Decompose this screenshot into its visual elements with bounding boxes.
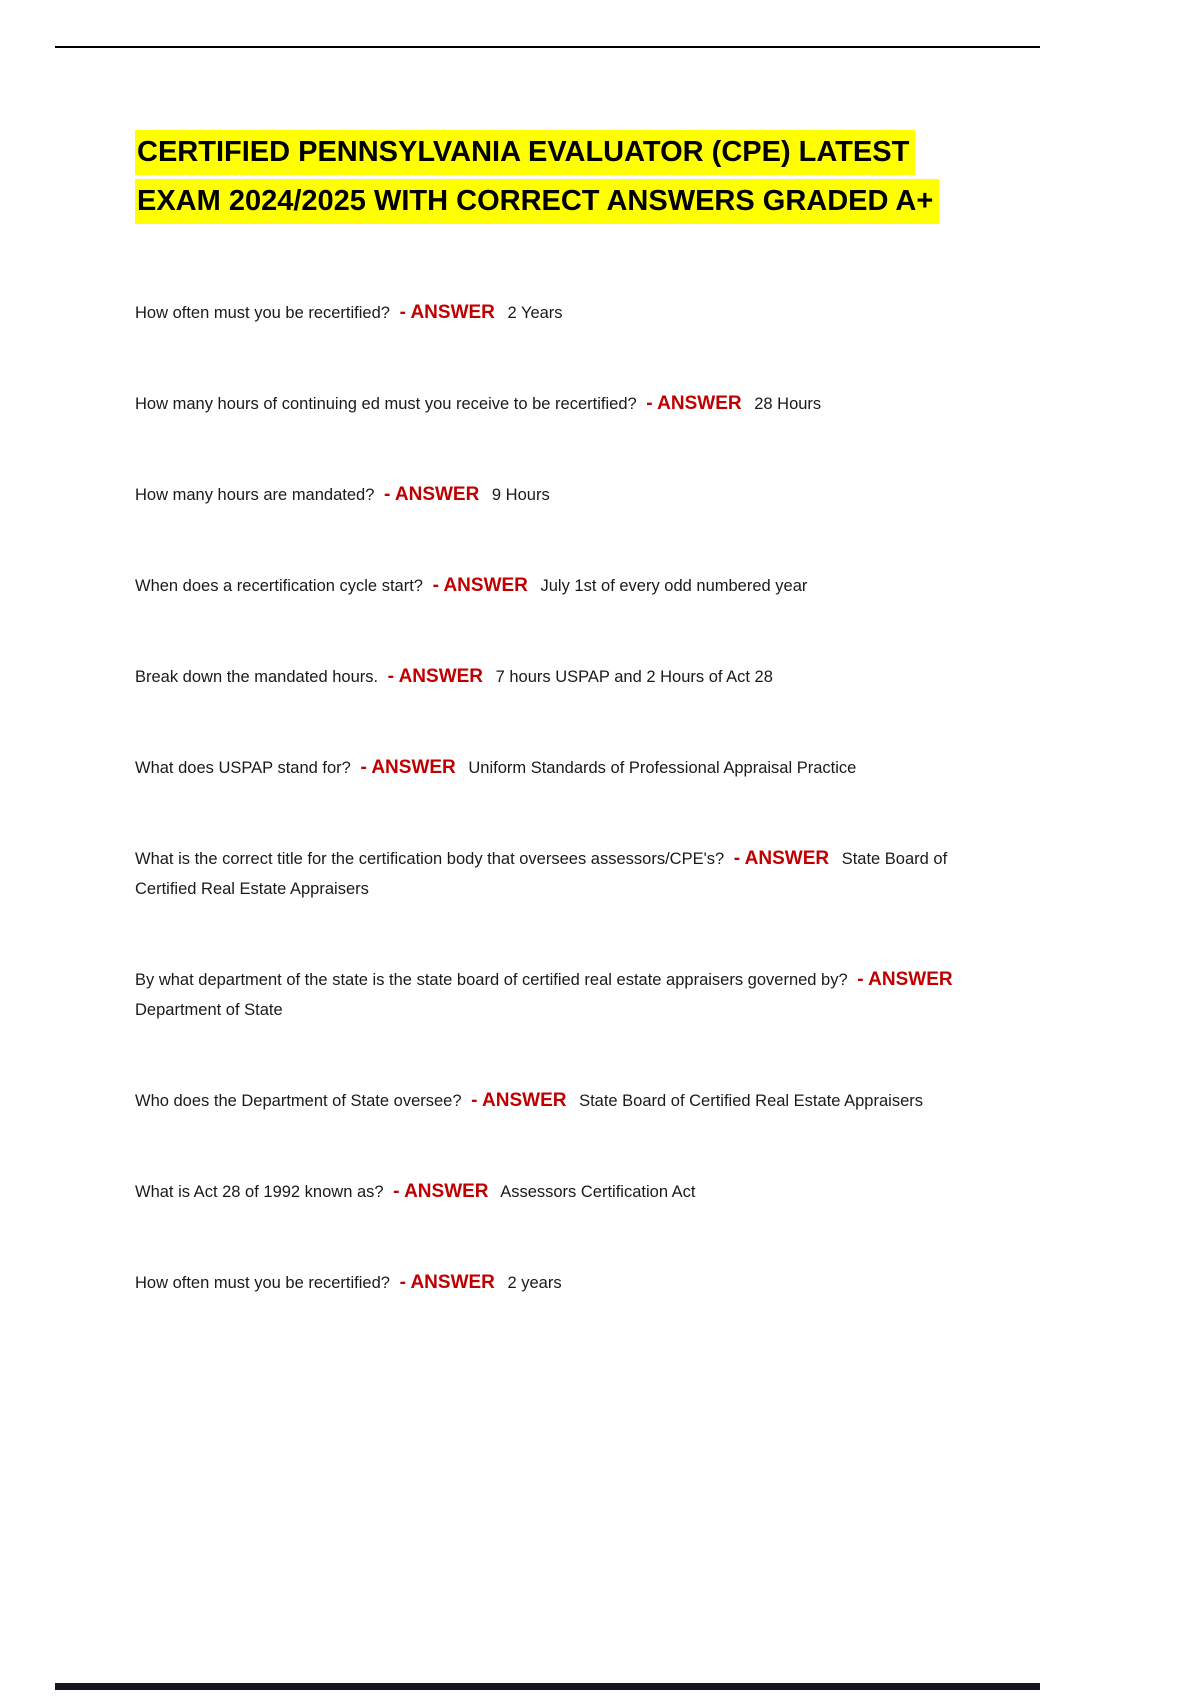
answer-label: - ANSWER: [857, 969, 953, 990]
answer-text: 9 Hours: [491, 486, 550, 504]
qa-item: [135, 571, 987, 601]
answer-text: 2 Years: [507, 304, 563, 322]
answer-label: - ANSWER: [471, 1090, 567, 1111]
document-content: [135, 130, 987, 1359]
qa-item: [135, 753, 987, 783]
answer-text: Uniform Standards of Professional Appraisal Practice: [468, 759, 857, 777]
answer-label: - ANSWER: [733, 848, 830, 869]
page-bottom-rule: [55, 1683, 1040, 1690]
question-text: By what department of the state is the state board of certified real estate appraisers governed by?: [135, 971, 848, 989]
question-text: What is the correct title for the certification body that oversees assessors/CPE's?: [135, 850, 725, 868]
answer-label: - ANSWER: [393, 1181, 489, 1202]
answer-text: July 1st of every odd numbered year: [540, 577, 808, 595]
qa-item: [135, 965, 987, 1025]
question-text: Who does the Department of State oversee?: [135, 1092, 462, 1110]
question-text: Break down the mandated hours.: [135, 668, 379, 686]
answer-text: Assessors Certification Act: [500, 1183, 696, 1201]
answer-text: Department of State: [135, 1001, 283, 1019]
answer-text: State Board of Certified Real Estate Appraisers: [579, 1092, 923, 1110]
qa-list: [135, 298, 987, 1298]
answer-label: - ANSWER: [399, 302, 495, 323]
qa-item: [135, 298, 987, 328]
question-text: When does a recertification cycle start?: [135, 577, 423, 595]
answer-label: - ANSWER: [360, 757, 456, 778]
question-text: What does USPAP stand for?: [135, 759, 351, 777]
answer-text: 28 Hours: [754, 395, 822, 413]
page-title: [135, 130, 987, 228]
qa-item: [135, 844, 987, 904]
answer-label: - ANSWER: [646, 393, 742, 414]
qa-item: [135, 389, 987, 419]
question-text: How often must you be recertified?: [135, 304, 390, 322]
answer-label: - ANSWER: [387, 666, 484, 687]
answer-text: 2 years: [507, 1274, 562, 1292]
question-text: What is Act 28 of 1992 known as?: [135, 1183, 384, 1201]
answer-text: State Board of Certified Real Estate Appraisers: [135, 850, 948, 898]
page-top-rule: [55, 46, 1040, 48]
answer-text: 7 hours USPAP and 2 Hours of Act 28: [495, 668, 773, 686]
question-text: How many hours are mandated?: [135, 486, 375, 504]
answer-label: - ANSWER: [383, 484, 480, 505]
page-title-line-2: EXAM 2024/2025 WITH CORRECT ANSWERS GRADED A+: [135, 179, 939, 224]
question-text: How many hours of continuing ed must you receive to be recertified?: [135, 395, 637, 413]
qa-item: [135, 662, 987, 692]
qa-item: [135, 1177, 987, 1207]
qa-item: [135, 1086, 987, 1116]
qa-item: [135, 1268, 987, 1298]
answer-label: - ANSWER: [432, 575, 528, 596]
question-text: How often must you be recertified?: [135, 1274, 390, 1292]
page-title-line-1: CERTIFIED PENNSYLVANIA EVALUATOR (CPE) LATEST: [135, 130, 915, 175]
answer-label: - ANSWER: [399, 1272, 495, 1293]
qa-item: [135, 480, 987, 510]
